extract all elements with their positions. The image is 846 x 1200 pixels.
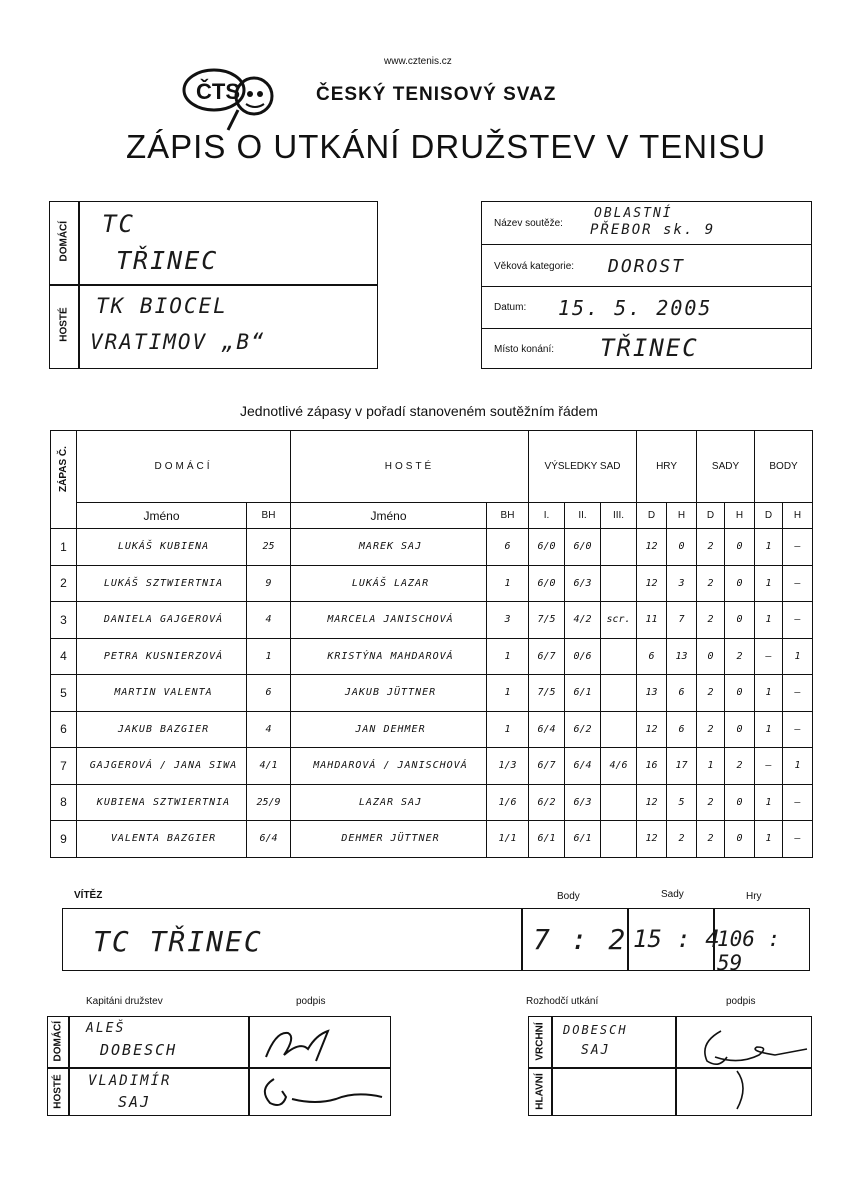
away-player-cell: LUKÁŠ LAZAR: [291, 565, 487, 602]
games-away-cell: 2: [667, 821, 697, 858]
match-row: [51, 638, 813, 675]
referees-signature-label: podpis: [726, 996, 756, 1007]
competition-info-box: [481, 201, 812, 369]
sets-away-cell: 2: [725, 638, 755, 675]
away-bh-cell: 1: [487, 565, 529, 602]
sets-away-cell: 0: [725, 784, 755, 821]
domaci-label: DOMÁCÍ: [58, 220, 70, 262]
col-header-set3: III.: [601, 503, 637, 529]
sets-home-cell: 2: [697, 602, 725, 639]
match-row: [51, 602, 813, 639]
match-row: [51, 565, 813, 602]
match-row: [51, 529, 813, 566]
away-player-cell: JAN DEHMER: [291, 711, 487, 748]
referees-box: [528, 1016, 812, 1116]
sets-home-cell: 2: [697, 675, 725, 712]
date-value: 15. 5. 2005: [558, 296, 713, 320]
home-player-cell: LUKÁŠ KUBIENA: [77, 529, 247, 566]
points-away-cell: —: [783, 784, 813, 821]
captains-label: Kapitáni družstev: [86, 996, 163, 1007]
sets-home-cell: 2: [697, 784, 725, 821]
col-header-away: HOSTÉ: [291, 431, 529, 503]
captain-home-name2: DOBESCH: [100, 1041, 178, 1059]
match-no-cell: 6: [51, 711, 77, 748]
away-player-cell: MAHDAROVÁ / JANISCHOVÁ: [291, 748, 487, 785]
set1-cell: 6/2: [529, 784, 565, 821]
points-home-cell: —: [755, 748, 783, 785]
points-away-cell: —: [783, 529, 813, 566]
home-player-cell: JAKUB BAZGIER: [77, 711, 247, 748]
matches-title: Jednotlivé zápasy v pořadí stanoveném soutěžním řádem: [240, 403, 598, 419]
points-away-cell: 1: [783, 748, 813, 785]
col-header-set-results: VÝSLEDKY SAD: [529, 431, 637, 503]
points-total-value: 7 : 2: [533, 923, 628, 956]
referee-chief-signature: [679, 1017, 811, 1115]
competition-value-line2: PŘEBOR sk. 9: [590, 222, 716, 238]
games-away-cell: 6: [667, 711, 697, 748]
referee-main-label: HLAVNÍ: [534, 1073, 546, 1110]
points-total-label: Body: [557, 891, 580, 902]
sets-away-cell: 0: [725, 675, 755, 712]
col-header-games-d: D: [637, 503, 667, 529]
games-home-cell: 12: [637, 711, 667, 748]
venue-label: Místo konání:: [494, 344, 555, 355]
referee-chief-label: VRCHNÍ: [534, 1022, 546, 1061]
col-header-points-h: H: [783, 503, 813, 529]
result-box: [62, 908, 810, 975]
sets-home-cell: 2: [697, 565, 725, 602]
home-bh-cell: 1: [247, 638, 291, 675]
captain-away-label: HOSTÉ: [52, 1074, 64, 1109]
sets-away-cell: 0: [725, 565, 755, 602]
games-home-cell: 12: [637, 529, 667, 566]
home-bh-cell: 25/9: [247, 784, 291, 821]
set1-cell: 6/7: [529, 638, 565, 675]
away-team-line1: TK BIOCEL: [96, 294, 228, 318]
away-bh-cell: 1/6: [487, 784, 529, 821]
set1-cell: 7/5: [529, 675, 565, 712]
home-bh-cell: 6: [247, 675, 291, 712]
set2-cell: 6/1: [565, 821, 601, 858]
col-header-sets-d: D: [697, 503, 725, 529]
games-home-cell: 12: [637, 821, 667, 858]
set1-cell: 6/4: [529, 711, 565, 748]
sets-away-cell: 0: [725, 529, 755, 566]
home-player-cell: PETRA KUSNIERZOVÁ: [77, 638, 247, 675]
away-player-cell: MAREK SAJ: [291, 529, 487, 566]
away-bh-cell: 1: [487, 711, 529, 748]
home-team-line1: TC: [102, 210, 135, 238]
col-header-sets-h: H: [725, 503, 755, 529]
points-away-cell: —: [783, 565, 813, 602]
away-player-cell: JAKUB JÜTTNER: [291, 675, 487, 712]
referees-label: Rozhodčí utkání: [526, 996, 599, 1007]
games-home-cell: 13: [637, 675, 667, 712]
match-no-cell: 9: [51, 821, 77, 858]
home-player-cell: GAJGEROVÁ / JANA SIWA: [77, 748, 247, 785]
home-bh-cell: 4: [247, 602, 291, 639]
games-away-cell: 7: [667, 602, 697, 639]
competition-value-line1: OBLASTNÍ: [594, 206, 673, 221]
winner-label: VÍTĚZ: [74, 890, 103, 901]
away-bh-cell: 1/1: [487, 821, 529, 858]
sets-away-cell: 0: [725, 821, 755, 858]
venue-value: TŘINEC: [600, 334, 699, 362]
set2-cell: 0/6: [565, 638, 601, 675]
home-bh-cell: 4/1: [247, 748, 291, 785]
home-bh-cell: 25: [247, 529, 291, 566]
games-away-cell: 17: [667, 748, 697, 785]
points-away-cell: 1: [783, 638, 813, 675]
games-total-value: 106 : 59: [717, 927, 781, 975]
set1-cell: 7/5: [529, 602, 565, 639]
captain-away-name2: SAJ: [118, 1093, 152, 1111]
set3-cell: [601, 675, 637, 712]
set3-cell: [601, 784, 637, 821]
home-player-cell: LUKÁŠ SZTWIERTNIA: [77, 565, 247, 602]
match-no-cell: 7: [51, 748, 77, 785]
away-bh-cell: 6: [487, 529, 529, 566]
sets-home-cell: 2: [697, 711, 725, 748]
games-away-cell: 0: [667, 529, 697, 566]
cts-logo: [180, 66, 280, 132]
captain-away-name1: VLADIMÍR: [88, 1073, 172, 1089]
set2-cell: 6/3: [565, 565, 601, 602]
date-label: Datum:: [494, 302, 527, 313]
org-name: ČESKÝ TENISOVÝ SVAZ: [316, 84, 557, 105]
logo-text: ČTS: [196, 79, 240, 104]
sets-home-cell: 2: [697, 821, 725, 858]
games-away-cell: 13: [667, 638, 697, 675]
home-bh-cell: 4: [247, 711, 291, 748]
points-home-cell: 1: [755, 821, 783, 858]
set3-cell: [601, 638, 637, 675]
website-url: www.cztenis.cz: [384, 56, 452, 67]
captain-home-label: DOMÁCÍ: [52, 1020, 64, 1062]
home-bh-cell: 9: [247, 565, 291, 602]
col-header-away-bh: BH: [487, 503, 529, 529]
captain-away-signature: [256, 1069, 390, 1115]
points-away-cell: —: [783, 821, 813, 858]
col-header-home: DOMÁCÍ: [77, 431, 291, 503]
points-home-cell: 1: [755, 565, 783, 602]
points-home-cell: 1: [755, 711, 783, 748]
set1-cell: 6/0: [529, 529, 565, 566]
referee-chief-name1: DOBESCH: [563, 1023, 628, 1037]
col-header-match-no: ZÁPAS Č.: [51, 431, 77, 529]
col-header-home-name: Jméno: [77, 503, 247, 529]
match-row: [51, 711, 813, 748]
match-row: [51, 748, 813, 785]
col-header-games-h: H: [667, 503, 697, 529]
games-away-cell: 5: [667, 784, 697, 821]
col-header-points: BODY: [755, 431, 813, 503]
sets-away-cell: 2: [725, 748, 755, 785]
away-player-cell: LAZAR SAJ: [291, 784, 487, 821]
away-player-cell: MARCELA JANISCHOVÁ: [291, 602, 487, 639]
match-no-cell: 3: [51, 602, 77, 639]
col-header-sets: SADY: [697, 431, 755, 503]
set1-cell: 6/0: [529, 565, 565, 602]
home-bh-cell: 6/4: [247, 821, 291, 858]
games-away-cell: 3: [667, 565, 697, 602]
points-home-cell: —: [755, 638, 783, 675]
set3-cell: [601, 711, 637, 748]
captain-home-name1: ALEŠ: [86, 1021, 126, 1036]
referee-chief-name2: SAJ: [581, 1043, 611, 1058]
hoste-label: HOSTÉ: [58, 307, 70, 342]
col-header-away-name: Jméno: [291, 503, 487, 529]
set3-cell: [601, 821, 637, 858]
matches-table: [50, 430, 813, 858]
col-header-set2: II.: [565, 503, 601, 529]
set2-cell: 4/2: [565, 602, 601, 639]
set3-cell: [601, 565, 637, 602]
sets-total-label: Sady: [661, 889, 684, 900]
match-row: [51, 675, 813, 712]
sets-home-cell: 1: [697, 748, 725, 785]
away-bh-cell: 1: [487, 638, 529, 675]
match-no-cell: 1: [51, 529, 77, 566]
match-no-cell: 4: [51, 638, 77, 675]
away-bh-cell: 1/3: [487, 748, 529, 785]
games-away-cell: 6: [667, 675, 697, 712]
games-home-cell: 6: [637, 638, 667, 675]
col-header-set1: I.: [529, 503, 565, 529]
games-total-label: Hry: [746, 891, 762, 902]
points-away-cell: —: [783, 711, 813, 748]
match-row: [51, 784, 813, 821]
home-player-cell: MARTIN VALENTA: [77, 675, 247, 712]
games-home-cell: 12: [637, 784, 667, 821]
captain-home-signature: [256, 1021, 386, 1065]
sets-away-cell: 0: [725, 602, 755, 639]
home-player-cell: VALENTA BAZGIER: [77, 821, 247, 858]
home-team-line2: TŘINEC: [116, 246, 219, 275]
set3-cell: scr.: [601, 602, 637, 639]
set2-cell: 6/4: [565, 748, 601, 785]
points-home-cell: 1: [755, 529, 783, 566]
points-home-cell: 1: [755, 784, 783, 821]
sets-away-cell: 0: [725, 711, 755, 748]
away-team-line2: VRATIMOV „B“: [90, 330, 266, 354]
away-bh-cell: 3: [487, 602, 529, 639]
col-header-games: HRY: [637, 431, 697, 503]
set2-cell: 6/0: [565, 529, 601, 566]
set1-cell: 6/7: [529, 748, 565, 785]
set2-cell: 6/1: [565, 675, 601, 712]
games-home-cell: 16: [637, 748, 667, 785]
sets-home-cell: 0: [697, 638, 725, 675]
away-player-cell: KRISTÝNA MAHDAROVÁ: [291, 638, 487, 675]
set3-cell: [601, 529, 637, 566]
age-category-label: Věková kategorie:: [494, 261, 575, 272]
points-away-cell: —: [783, 602, 813, 639]
match-no-cell: 2: [51, 565, 77, 602]
away-player-cell: DEHMER JÜTTNER: [291, 821, 487, 858]
sets-home-cell: 2: [697, 529, 725, 566]
away-bh-cell: 1: [487, 675, 529, 712]
set2-cell: 6/2: [565, 711, 601, 748]
sets-total-value: 15 : 4: [633, 925, 720, 953]
home-player-cell: KUBIENA SZTWIERTNIA: [77, 784, 247, 821]
page-title: ZÁPIS O UTKÁNÍ DRUŽSTEV V TENISU: [126, 128, 767, 165]
home-player-cell: DANIELA GAJGEROVÁ: [77, 602, 247, 639]
set3-cell: 4/6: [601, 748, 637, 785]
points-home-cell: 1: [755, 602, 783, 639]
captains-box: [47, 1016, 391, 1116]
games-home-cell: 11: [637, 602, 667, 639]
teams-box: [49, 201, 378, 369]
set1-cell: 6/1: [529, 821, 565, 858]
points-home-cell: 1: [755, 675, 783, 712]
games-home-cell: 12: [637, 565, 667, 602]
match-no-cell: 8: [51, 784, 77, 821]
age-category-value: DOROST: [608, 256, 686, 277]
match-no-cell: 5: [51, 675, 77, 712]
winner-value: TC TŘINEC: [93, 925, 263, 958]
competition-label: Název soutěže:: [494, 218, 563, 229]
col-header-home-bh: BH: [247, 503, 291, 529]
captains-signature-label: podpis: [296, 996, 326, 1007]
match-row: [51, 821, 813, 858]
points-away-cell: —: [783, 675, 813, 712]
set2-cell: 6/3: [565, 784, 601, 821]
col-header-points-d: D: [755, 503, 783, 529]
